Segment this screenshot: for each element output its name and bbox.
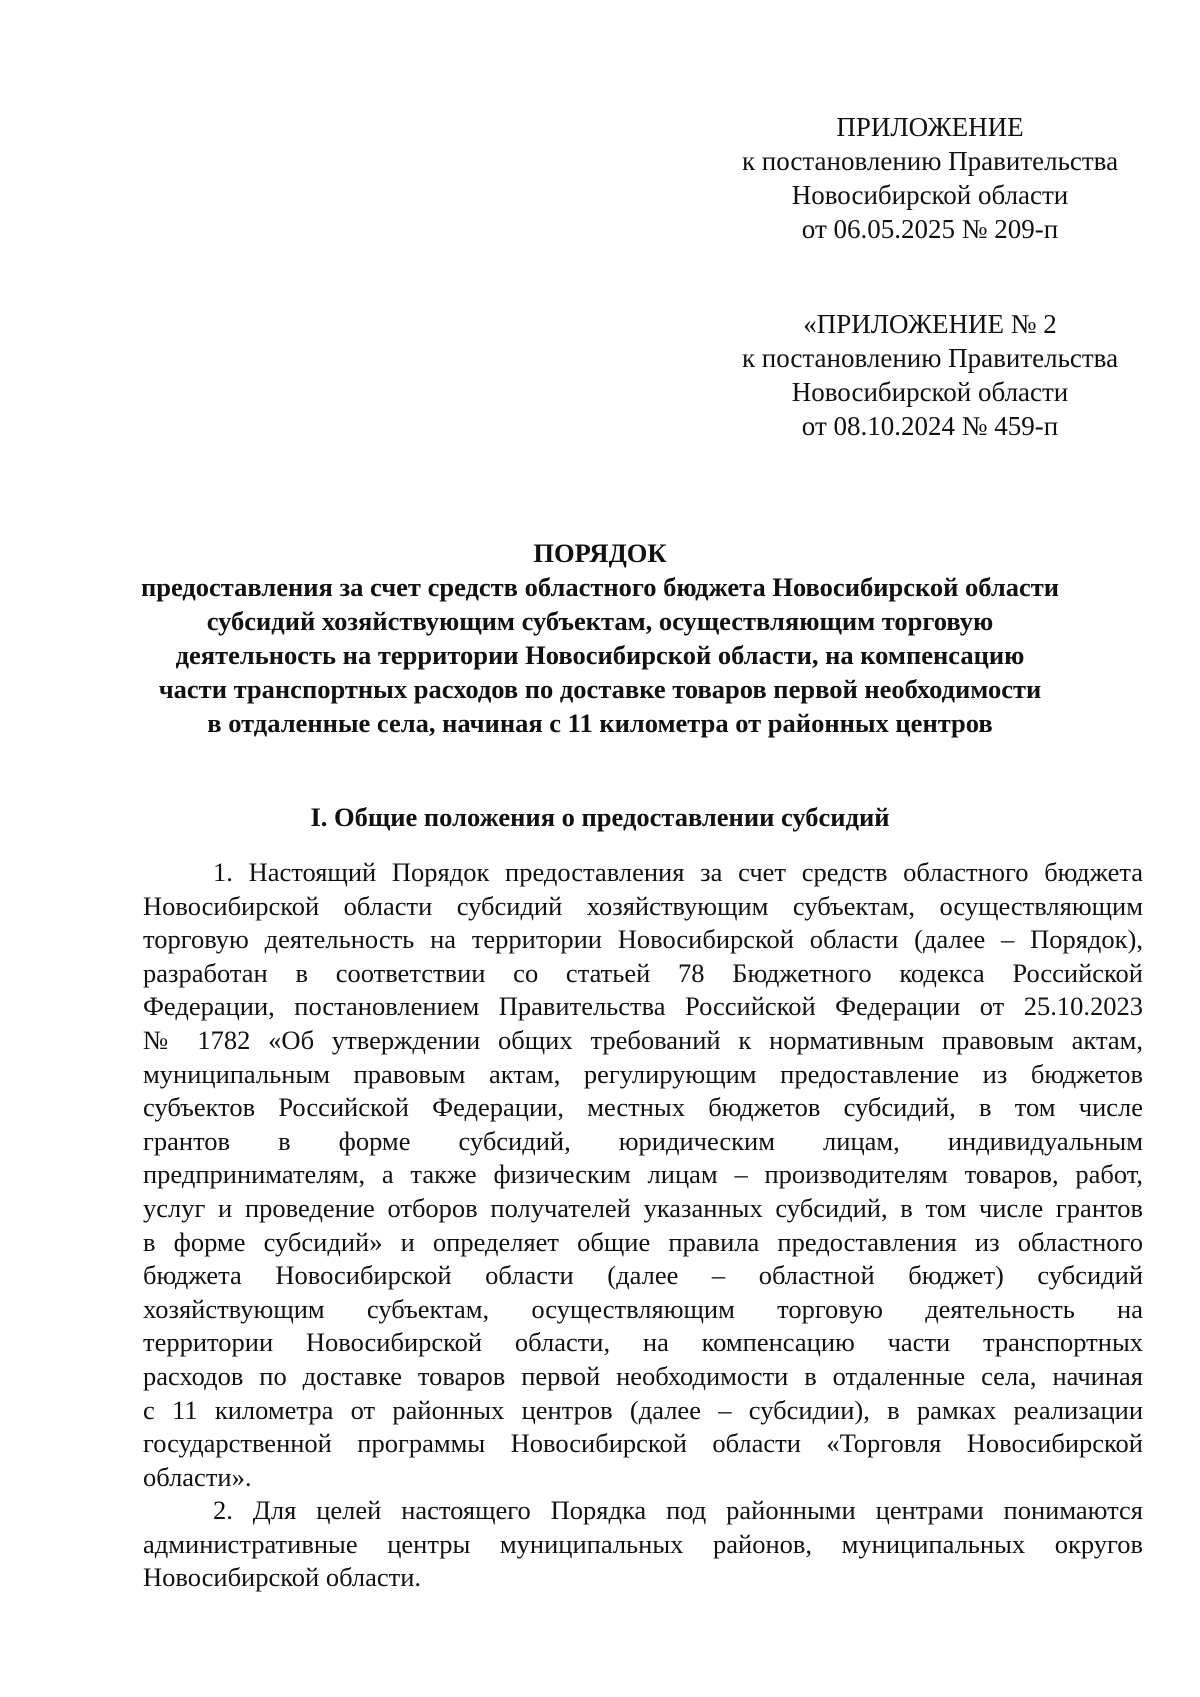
paragraph-1-line: бюджета Новосибирской области (далее – областной бюджет) субсидий [143,1260,1143,1291]
paragraph-1-line: грантов в форме субсидий, юридическим лицам, индивидуальным [143,1125,1143,1156]
paragraph-1-line: муниципальным правовым актам, регулирующим предоставление из бюджетов [143,1058,1143,1089]
section-heading: I. Общие положения о предоставлении субсидий [310,802,890,832]
paragraph-1-line: Федерации, постановлением Правительства Российской Федерации от 25.10.2023 [143,991,1143,1022]
approval-2-title: «ПРИЛОЖЕНИЕ № 2 [803,309,1057,339]
paragraph-2-line: административные центры муниципальных районов, муниципальных округов [143,1528,1143,1559]
paragraph-1-line: расходов по доставке товаров первой необходимости в отдаленные села, начиная [143,1360,1143,1391]
title-line: в отдаленные села, начиная с 11 километра от районных центров [207,708,993,738]
approval-block-1 [720,110,1140,246]
document-body [143,856,1143,1595]
paragraph-2-line: Новосибирской области. [143,1562,422,1593]
paragraph-2-line: 2. Для целей настоящего Порядка под районными центрами понимаются [213,1495,1143,1526]
approval-2-line-2: к постановлению Правительства [741,343,1119,373]
approval-2-date-number: от 08.10.2024 № 459-п [801,411,1059,441]
paragraph-1-line: территории Новосибирской области, на компенсацию части транспортных [143,1327,1143,1358]
approval-1-line-3: Новосибирской области [791,180,1069,210]
paragraph-1-line: услуг и проведение отборов получателей указанных субсидий, в том числе грантов [143,1192,1143,1223]
paragraph-1-line: 1. Настоящий Порядок предоставления за счет средств областного бюджета [213,857,1143,887]
paragraph-1-line: торговую деятельность на территории Новосибирской области (далее – Порядок), [143,924,1143,955]
paragraph-1-line: в форме субсидий» и определяет общие правила предоставления из областного [143,1226,1143,1257]
paragraph-1-line: с 11 километра от районных центров (далее – субсидии), в рамках реализации [143,1394,1143,1425]
paragraph-1-line: предпринимателям, а также физическим лицам – производителям товаров, работ, [143,1159,1143,1190]
paragraph-1-line: хозяйствующим субъектам, осуществляющим торговую деятельность на [143,1293,1143,1324]
approval-1-line-2: к постановлению Правительства [741,146,1119,176]
paragraph-1-line: области». [143,1461,252,1492]
approval-block-2 [720,307,1140,443]
title-line: предоставления за счет средств областного бюджета Новосибирской области [140,572,1060,602]
paragraph-1-line: № 1782 «Об утверждении общих требований к нормативным правовым актам, [143,1024,1143,1055]
title-line: части транспортных расходов по доставке товаров первой необходимости [158,674,1042,704]
paragraph-1-line: субъектов Российской Федерации, местных бюджетов субсидий, в том числе [143,1092,1143,1123]
paragraph-1-line: государственной программы Новосибирской области «Торговля Новосибирской [143,1428,1143,1459]
paragraph-1-line: Новосибирской области субсидий хозяйствующим субъектам, осуществляющим [143,890,1143,921]
title-heading: ПОРЯДОК [533,538,667,568]
document-title [120,536,1080,740]
approval-2-line-3: Новосибирской области [791,377,1069,407]
approval-1-date-number: от 06.05.2025 № 209-п [801,214,1059,244]
title-line: деятельность на территории Новосибирской области, на компенсацию [175,640,1025,670]
paragraph-1-line: разработан в соответствии со статьей 78 Бюджетного кодекса Российской [143,957,1143,988]
title-line: субсидий хозяйствующим субъектам, осуществляющим торговую [206,606,994,636]
approval-1-title: ПРИЛОЖЕНИЕ [836,112,1024,142]
